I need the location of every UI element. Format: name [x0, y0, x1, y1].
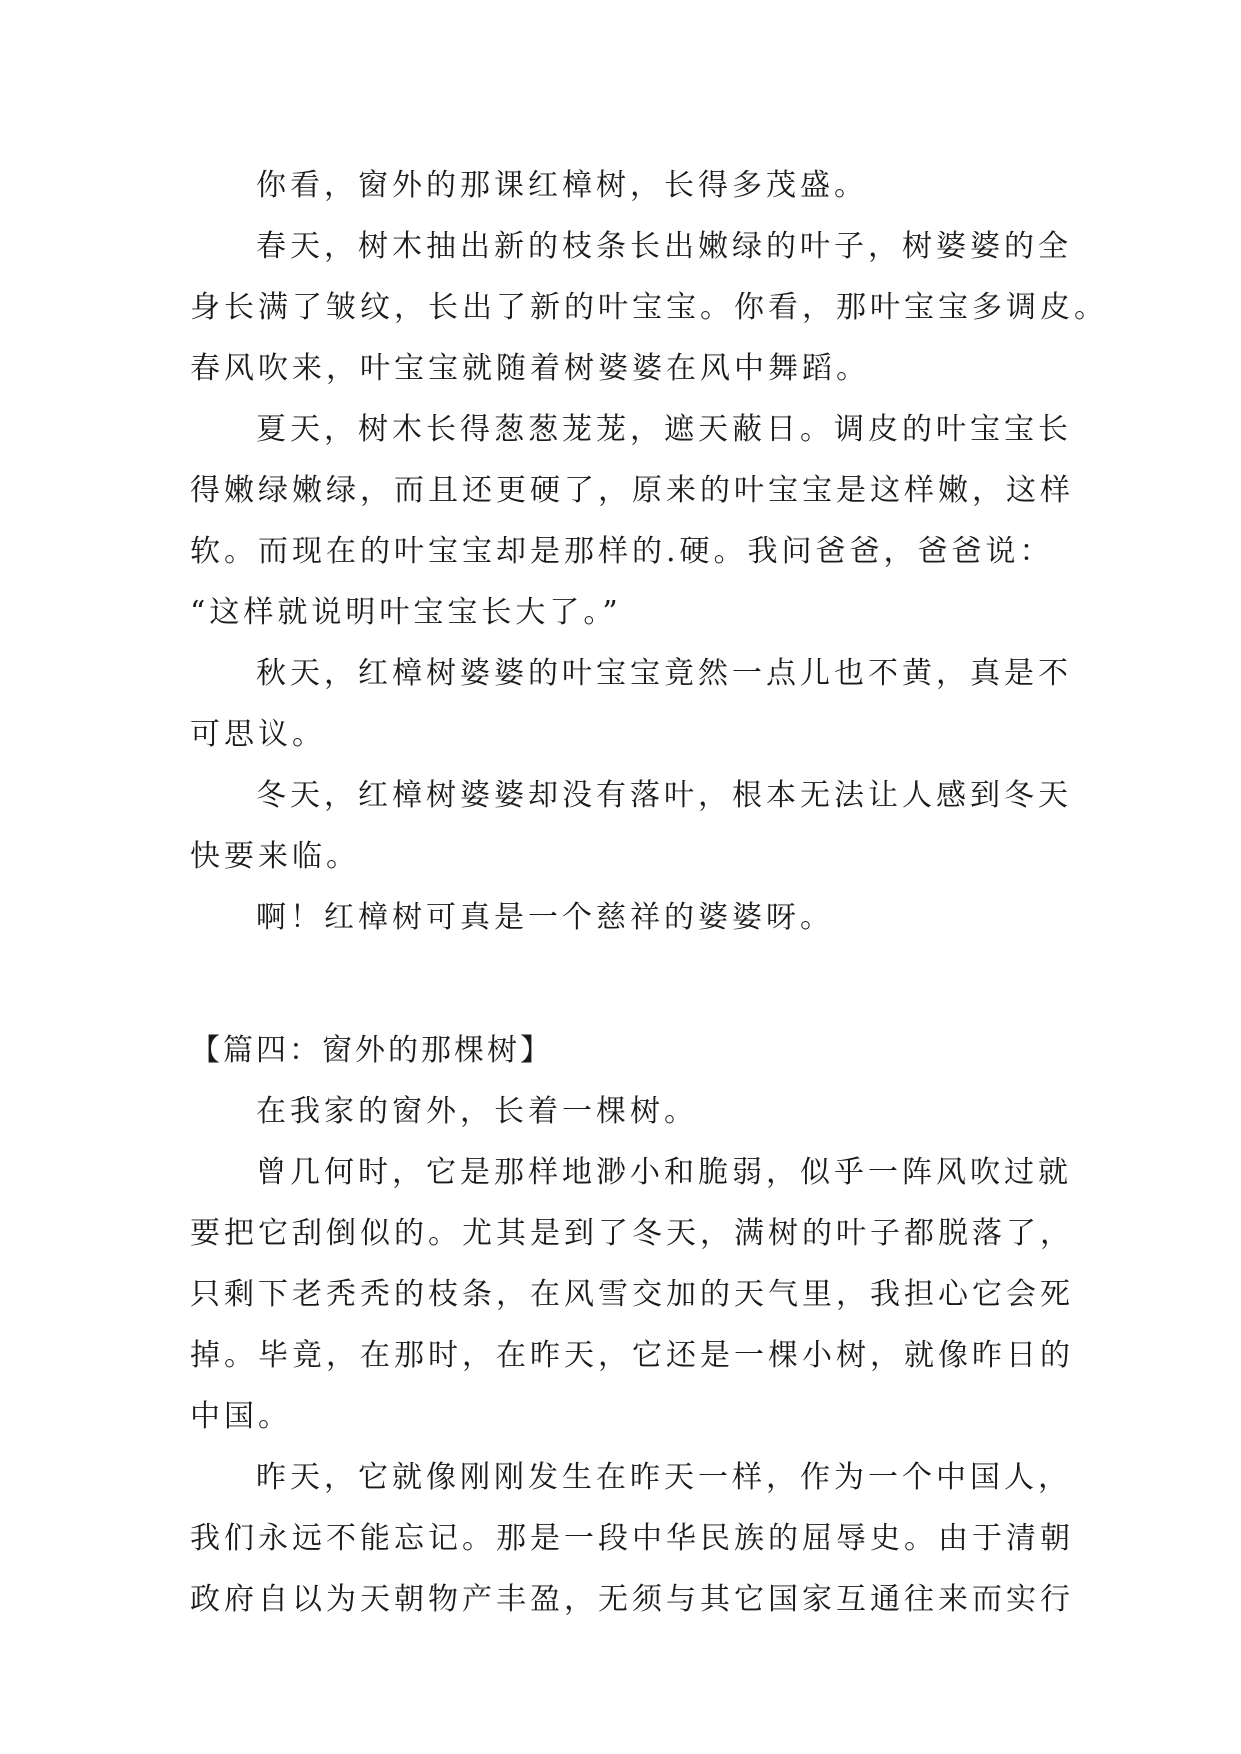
paragraph [190, 1447, 1074, 1630]
paragraph [190, 1142, 1074, 1447]
text-line: 夏天，树木长得葱葱茏茏，遮天蔽日。调皮的叶宝宝长 [256, 412, 1072, 447]
text-line: 啊！红樟树可真是一个慈祥的婆婆呀。 [256, 900, 834, 935]
paragraph [190, 399, 1074, 643]
text-line: 政府自以为天朝物产丰盈，无须与其它国家互通往来而实行 [190, 1582, 1074, 1617]
paragraph [190, 887, 1060, 948]
paragraph [190, 216, 1108, 399]
text-line: 我们永远不能忘记。那是一段中华民族的屈辱史。由于清朝 [190, 1521, 1074, 1556]
text-line: 软。而现在的叶宝宝却是那样的.硬。我问爸爸，爸爸说： [190, 534, 1054, 569]
text-line: 快要来临。 [190, 839, 360, 874]
text-line: 秋天，红樟树婆婆的叶宝宝竟然一点儿也不黄，真是不 [256, 656, 1072, 691]
paragraph [190, 155, 1060, 216]
text-line: 在我家的窗外，长着一棵树。 [256, 1094, 698, 1129]
text-line: 中国。 [190, 1399, 292, 1434]
text-line: 春风吹来，叶宝宝就随着树婆婆在风中舞蹈。 [190, 351, 870, 386]
text-line: 得嫩绿嫩绿，而且还更硬了，原来的叶宝宝是这样嫩，这样 [190, 473, 1074, 508]
paragraph [190, 643, 1072, 765]
text-line: 春天，树木抽出新的枝条长出嫩绿的叶子，树婆婆的全 [256, 229, 1072, 264]
text-line: 要把它刮倒似的。尤其是到了冬天，满树的叶子都脱落了， [190, 1216, 1074, 1251]
text-line: 掉。毕竟，在那时，在昨天，它还是一棵小树，就像昨日的 [190, 1338, 1074, 1373]
text-line: 身长满了皱纹，长出了新的叶宝宝。你看，那叶宝宝多调皮。 [190, 290, 1108, 325]
text-line: 你看，窗外的那课红樟树，长得多茂盛。 [256, 168, 868, 203]
text-line: 可思议。 [190, 717, 326, 752]
text-line: 昨天，它就像刚刚发生在昨天一样，作为一个中国人， [256, 1460, 1072, 1495]
section-gap [190, 948, 1060, 1020]
text-line: 只剩下老秃秃的枝条，在风雪交加的天气里，我担心它会死 [190, 1277, 1074, 1312]
document-page [190, 155, 1108, 1630]
section-heading: 【篇四：窗外的那棵树】 [190, 1033, 553, 1068]
section-2 [190, 1020, 1074, 1630]
paragraph [190, 765, 1072, 887]
text-line: 冬天，红樟树婆婆却没有落叶，根本无法让人感到冬天 [256, 778, 1072, 813]
text-line: 曾几何时，它是那样地渺小和脆弱，似乎一阵风吹过就 [256, 1155, 1072, 1190]
paragraph [190, 1081, 1060, 1142]
text-line: “这样就说明叶宝宝长大了。” [190, 595, 622, 630]
section-1 [190, 155, 1108, 948]
